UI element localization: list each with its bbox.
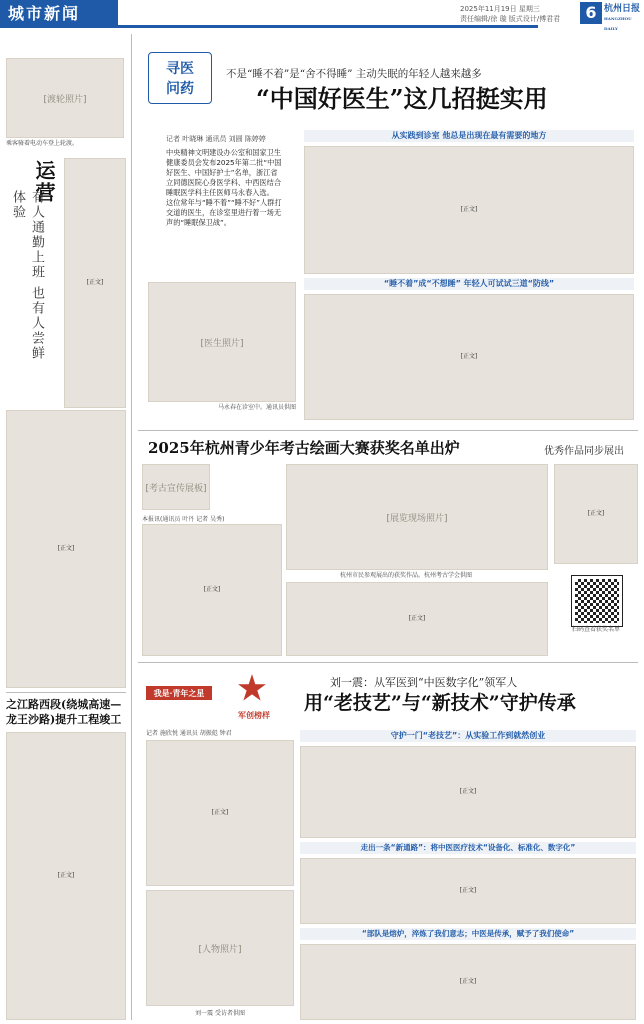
feature2-byline: 记者 施欣悦 通讯员 胡振彪 钟君: [146, 730, 232, 737]
feature2-body-a: [正文]: [146, 740, 294, 886]
masthead-title: 杭州日报: [604, 4, 641, 14]
left-divider: [6, 692, 126, 693]
feature2-subhead1: 守护一门“老技艺”：从实验工作到就然创业: [300, 730, 636, 742]
side-story-headline: 之江路西段(绕城高速—龙王沙路)提升工程竣工: [6, 698, 122, 726]
story1-subhead: 有人通勤上班 也有人尝鲜体验: [10, 190, 44, 362]
feature1-byline: 记者 叶晓琳 通讯员 刘圆 陈婷婷: [166, 135, 266, 143]
divider-story2: [138, 662, 638, 663]
story1-body: [正文]: [64, 158, 126, 408]
ferry-photo-caption: 乘客骑着电动车登上轮渡。: [6, 140, 79, 147]
feature2-subhead2: 走出一条“新通路”：将中医医疗技术“设备化、标准化、数字化”: [300, 842, 636, 854]
feature2-body-d: [正文]: [300, 944, 636, 1020]
doctor-photo: [医生照片]: [148, 282, 296, 402]
feature1-body-a: [正文]: [304, 146, 634, 274]
feature1-subhead2: “睡不着”成“不想睡” 年轻人可试试三道“防线”: [304, 278, 634, 290]
feature1-intro: 中央精神文明建设办公室和国家卫生健康委员会发布2025年第二批“中国好医生、中国好护士”名单，浙江省立同德医院心身医学科、中西医结合睡眠医学科主任医师马永春入选。 这位常年与“睡不着”“睡不好”人群打交道的医生，在诊室里进行着一场无声的“睡眠保卫战”。: [166, 148, 282, 227]
logo-top: 寻医: [166, 61, 194, 77]
archaeology-poster: [考古宣传展板]: [142, 464, 210, 510]
story2-body-a: [正文]: [142, 524, 282, 656]
page-number: 6: [580, 2, 602, 24]
youth-star-badge: 我是·青年之星: [146, 686, 212, 700]
star-icon: ★: [237, 669, 267, 707]
feature1-subhead1: 从实践到诊室 他总是出现在最有需要的地方: [304, 130, 634, 142]
feature2-body-b: [正文]: [300, 746, 636, 838]
feature2-headline: 用“老技艺”与“新技术”守护传承: [304, 692, 576, 714]
exhibition-photo: [展览现场照片]: [286, 464, 548, 570]
feature1-headline: “中国好医生”这几招挺实用: [256, 84, 548, 113]
column-divider: [131, 34, 132, 1020]
story1-body-cont: [正文]: [6, 410, 126, 688]
editor-line: 责任编辑/徐 璇 版式设计/傅君君: [460, 15, 561, 23]
masthead-en: HANGZHOU DAILY: [604, 16, 632, 31]
person-photo-caption: 刘一震 受访者供图: [195, 1010, 245, 1017]
story2-byline: 本报讯(通讯员 叶丹 记者 吴秀): [142, 516, 225, 523]
date-line: 2025年11月19日 星期三: [460, 5, 540, 13]
masthead: [604, 4, 644, 34]
story1-headline: 运营: [32, 160, 56, 204]
ferry-photo: [渡轮照片]: [6, 58, 124, 138]
story2-body-b: [正文]: [286, 582, 548, 656]
feature2-kicker: 刘一震：从军医到“中医数字化”领军人: [330, 676, 518, 689]
person-photo: [人物照片]: [146, 890, 294, 1006]
feature2-body-c: [正文]: [300, 858, 636, 924]
exhibition-photo-caption: 杭州市民参观展出的获奖作品。杭州考古学会供图: [340, 572, 473, 579]
feature2-subhead3: “部队是熔炉，淬炼了我们意志；中医是传承，赋予了我们使命”: [300, 928, 636, 940]
qr-code[interactable]: [572, 576, 622, 626]
doctor-photo-caption: 马永春在诊室中。通讯员供图: [217, 404, 296, 411]
section-label: 城市新闻: [0, 0, 118, 28]
seek-doctor-logo: [148, 52, 212, 104]
story2-subhead: 优秀作品同步展出: [544, 446, 624, 457]
story2-body-c: [正文]: [554, 464, 638, 564]
logo-bottom: 问药: [166, 81, 194, 97]
military-badge-label: 军创榜样: [238, 710, 270, 720]
qr-caption: 扫码查看获奖名单: [571, 626, 620, 633]
side-story-body: [正文]: [6, 732, 126, 1020]
feature1-kicker: 不是“睡不着”是“舍不得睡” 主动失眠的年轻人越来越多: [226, 68, 482, 80]
story2-headline: 2025年杭州青少年考古绘画大赛获奖名单出炉: [148, 439, 460, 457]
header-meta: [460, 4, 560, 24]
feature1-body-b: [正文]: [304, 294, 634, 420]
header-rule: [118, 25, 538, 28]
divider-feature1: [138, 430, 638, 431]
